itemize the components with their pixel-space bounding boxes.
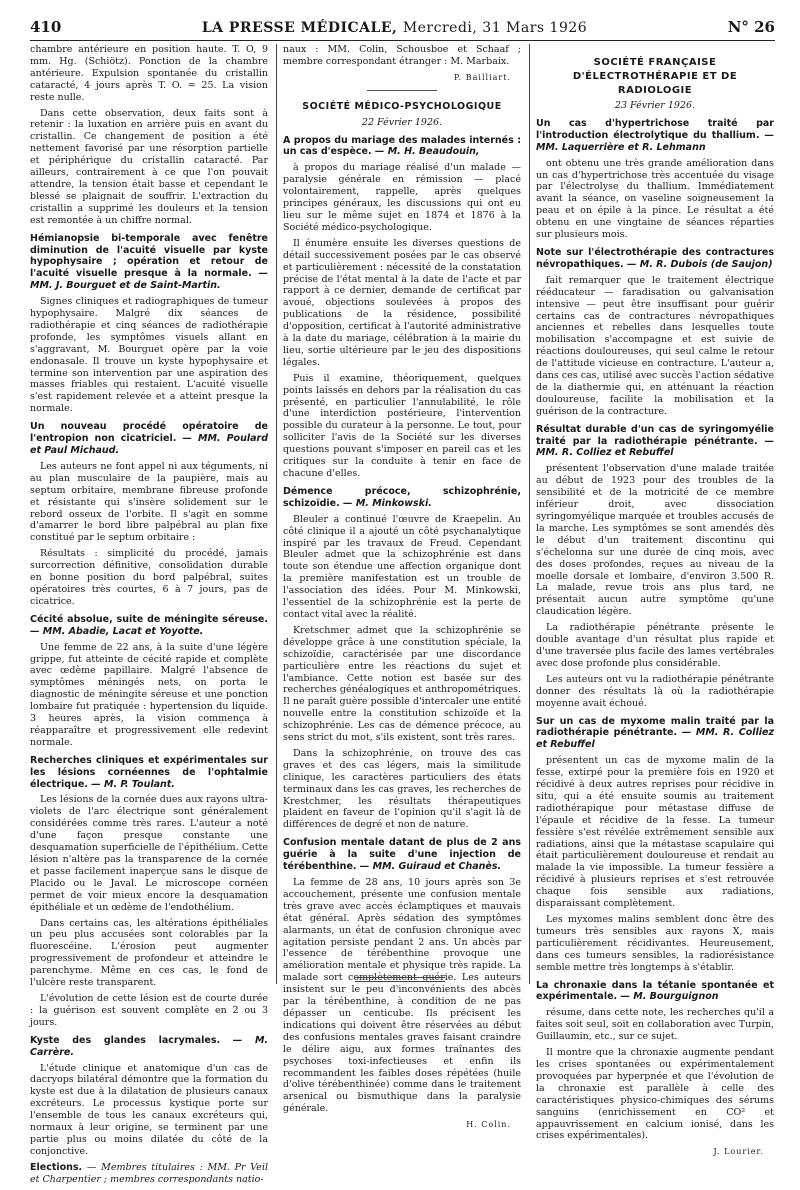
article-heading: Démence précoce, schizophrénie, schizoïdie. — M. Minkowski. [283,485,521,509]
paragraph: naux : MM. Colin, Schousboe et Schaaf ; membre correspondant étranger : M. Marbaix. [283,44,521,67]
society-title: SOCIÉTÉ MÉDICO-PSYCHOLOGIQUE [302,100,502,112]
paragraph: Kretschmer admet que la schizophrénie se développe grâce à une constitution spéciale, la schizoïdie, caractérisée par une discordance particulière entre les réactions du sujet et l'ambiance. Cette notion est basée sur des recherches généalogiques et anthropométriques. Il ne paraît guère possible d'intercaler une entité nouvelle entre la constitution schizoïde et la schizophrénie. Les cas de démence précoce, au sens strict du mot, s'ils existent, sont très rares. [283,624,521,744]
article-heading: Sur un cas de myxome malin traité par la radiothérapie pénétrante. — MM. R. Colliez et Rebuffel [536,715,774,751]
issue-number: N° 26 [727,18,775,36]
divider [367,90,437,91]
paragraph: Les auteurs ont vu la radiothérapie pénétrante donner des résultats là où la radiothérapie moyenne avait échoué. [536,673,774,709]
article-heading: Confusion mentale datant de plus de 2 ans guérie à la suite d'une injection de térébenthine. — MM. Guiraud et Chanès. [283,837,521,873]
paragraph: Les lésions de la cornée dues aux rayons ultra-violets de l'arc électrique sont généralement considérées comme très rares. L'auteur a noté d'une façon presque constante une desquamation superficielle de l'épithélium. Cette lésion n'altère pas la transparence de la cornée et passe facilement inaperçue sans le disque de Placido ou le Javal. Le microscope cornéen permet de voir mieux encore la desquamation épithéliale et un œdème de l'endothélium. [30,794,268,913]
signature: H. Colin. [466,1120,511,1130]
paragraph: Dans la schizophrénie, on trouve des cas graves et des cas légers, mais la similitude clinique, les caractères particuliers des états terminaux dans les cas graves, les recherches de Krestchmer, les résultats thérapeutiques plaident en faveur de l'opinion qu'il s'agit là de différences de degré et non de nature. [283,747,521,831]
article-heading: Kyste des glandes lacrymales. — M. Carrère. [30,1034,269,1058]
column-divider-2 [529,44,530,984]
article-heading: Cécité absolue, suite de méningite séreuse. — MM. Abadie, Lacat et Yoyotte. [30,613,268,637]
journal-name: LA PRESSE MÉDICALE, [201,20,398,36]
paragraph: L'étude clinique et anatomique d'un cas de dacryops bilatéral démontre que la formation du kyste est due à la dilatation de plusieurs canaux excréteurs. Le processus kystique porte sur l'ensemble de tous les canaux excréteurs qui, normaux à leur origine, se terminent par une partie plus ou moins dilatée du côté de la conjonctive. [30,1062,268,1157]
article-heading: Un nouveau procédé opératoire de l'entropion non cicatriciel. — MM. Poulard et Paul Michaud. [30,421,268,456]
society-title: SOCIÉTÉ FRANÇAISE D'ÉLECTROTHÉRAPIE ET DE RADIOLOGIE [572,57,738,96]
article-heading: La chronaxie dans la tétanie spontanée et expérimentale. — M. Bourguignon [536,979,774,1003]
paragraph: Les myxomes malins semblent donc être des tumeurs très sensibles aux rayons X, mais particulièrement récidivantes. Heureusement, dans ces tumeurs sensibles, la radiorésistance semble mettre très longtemps à s'établir. [536,914,774,973]
paragraph: ont obtenu une très grande amélioration dans un cas d'hypertrichose très accentuée du visage par l'électrolyse du thallium. Immédiatement avant la séance, on vaseline soigneusement la peau et on épile à la pince. Le résultat a été obtenu en une vingtaine de séances réparties sur plusieurs mois. [536,157,774,241]
paragraph: Il énumère ensuite les diverses questions de détail successivement posées par le cas observé et particulièrement : nécessité de la constatation précise de l'état mental à la date de l'acte et par rapport à ce dernier, demande de certificat par avoué, objections soulevées à propos des publications de la résidence, possibilité d'opposition, certificat à l'autorité administrative à la date du mariage, célébration à la mairie du lieu, sortie ultérieure par le jeu des dispositions légales. [283,237,521,368]
article-heading: Résultat durable d'un cas de syringomyélie traité par la radiothérapie pénétrante. — MM. R. Colliez et Rebuffel [536,423,774,459]
column-1 [30,44,268,1190]
header-rule [30,40,775,41]
issue-date: Mercredi, 31 Mars 1926 [402,20,588,36]
article-heading: Un cas d'hypertrichose traité par l'introduction électrolytique du thallium. — MM. Laquerrière et R. Lehmann [536,117,774,153]
bottom-rule [355,981,445,982]
paragraph: présentent un cas de myxome malin de la fesse, extirpé pour la première fois en 1920 et récidivé à deux autres reprises pour récidive in situ, qui a été ensuite soumis au traitement radiothérapique pour métastase diffuse de l'épaule et récidive de la fesse. La tumeur fessière s'est révélée extrêmement sensible aux radiations, ainsi que la métastase scapulaire qui était particulièrement douloureuse et rendait au malade la vie impossible. La tumeur fessière a récidivé à plusieurs reprises et s'est retrouvée chaque fois sensible aux radiations, disparaissant complètement. [536,755,774,910]
paragraph: Puis il examine, théoriquement, quelques points laissés en dehors par la réalisation du cas présenté, en particulier l'annulabilité, le rôle d'une interdiction postérieure, l'intervention possible du curateur à la personne. Le tout, pour solliciter l'avis de la Société sur les diverses questions pouvant s'imposer en pareil cas et les critiques sur la conduite à tenir en face de chacune d'elles. [283,372,521,479]
journal-title [202,20,587,36]
article-heading: A propos du mariage des malades internés : un cas d'espèce. — M. H. Beaudouin, [283,134,521,158]
paragraph: résume, dans cette note, les recherches qu'il a faites soit seul, soit en collaboration avec Turpin, Guillaumin, etc., sur ce sujet. [536,1007,774,1043]
paragraph: chambre antérieure en position haute. T. O, 9 mm. Hg. (Schiötz). Ponction de la chambre antérieure. Expulsion spontanée du cristallin cataracté, 4 jours après T. O. = 25. La vision reste nulle. [30,44,268,103]
session-date: 22 Février 1926. [361,116,443,128]
article-heading: Note sur l'électrothérapie des contractures névropathiques. — M. R. Dubois (de Saujon) [536,246,774,270]
paragraph: Signes cliniques et radiographiques de tumeur hypophysaire. Malgré dix séances de radiothérapie et cinq séances de radiothérapie profonde, les symptômes visuels allant en s'aggravant, M. Bourguet opère par la voie endonasale. Il trouve un kyste hypophysaire et termine son intervention par une aspiration des masses friables qui restaient. L'acuité visuelle s'est rapidement relevée et a atteint presque la normale. [30,296,268,415]
bottom-rule [355,977,445,978]
paragraph: La radiothérapie pénétrante présente le double avantage d'un résultat plus rapide et d'une traversée plus facile des lames vertébrales avec dose profonde plus considérable. [536,622,774,669]
paragraph: fait remarquer que le traitement électrique rééducateur — faradisation ou galvanisation intensive — peut être insuffisant pour guérir certains cas de contractures névropathiques anciennes et rebelles dans lesquelles toute mobilisation s'accompagne et est suivie de réactions douloureuses, qui seul calme le retour de l'attitude vicieuse en contracture. L'auteur a, dans ces cas, utilisé avec succès l'action sédative de la diathermie qui, en atténuant la réaction douloureuse, facilite la mobilisation et la guérison de la contracture. [536,274,774,417]
column-2 [283,44,521,1135]
paragraph: Elections. — Membres titulaires : MM. Pr Veil et Charpentier ; membres correspondants natio- [30,1161,268,1185]
signature: P. Bailliart. [453,72,511,82]
paragraph: Les auteurs ne font appel ni aux téguments, ni au plan musculaire de la paupière, mais au septum orbitaire, membrane fibreuse profonde et résistante qui s'insère solidement sur le rebord osseux de l'orbite. Il s'agit en somme d'amarrer le bord libre palpébral au plan fixe constitué par le septum orbitaire : [30,460,268,544]
paragraph: à propos du mariage réalisé d'un malade — paralysie générale en rémission — placé volontairement, rappelle, après quelques principes généraux, les discussions qui ont eu lieu sur le même sujet en 1874 et 1876 à la Société médico-psychologique. [283,162,521,233]
paragraph: L'évolution de cette lésion est de courte durée : la guérison est souvent complète en 2 ou 3 jours. [30,992,268,1028]
paragraph: Une femme de 22 ans, à la suite d'une légère grippe, fut atteinte de cécité rapide et complète avec œdème papillaire. Malgré l'absence de symptômes méningés nets, on porta le diagnostic de méningite séreuse et une ponction lombaire fut pratiquée : hypertension du liquide. 3 heures après, la vision commença à réapparaître et progressivement elle redevint normale. [30,641,268,748]
article-heading: Hémianopsie bi-temporale avec fenêtre diminution de l'acuité visuelle par kyste hypophysaire ; opération et retour de l'acuité visuelle presque à la normale. — MM. J. Bourguet et de Saint-Martin. [30,232,268,292]
article-heading: Recherches cliniques et expérimentales sur les lésions cornéennes de l'ophtalmie électrique. — M. P. Toulant. [30,754,268,790]
page-header [30,18,775,40]
paragraph: Résultats : simplicité du procédé, jamais surcorrection définitive, consolidation durable en bonne position du bord palpébral, suites opératoires très courtes, 6 à 7 jours, pas de cicatrice. [30,548,268,607]
page-number: 410 [30,18,62,36]
column-divider-1 [276,44,277,984]
paragraph: Dans certains cas, les altérations épithéliales un peu plus accusées sont colorables par la fluorescéine. L'érosion peut augmenter progressivement de profondeur et atteindre le parenchyme. Même en ces cas, le fond de l'ulcère reste transparent. [30,917,268,989]
paragraph: La femme de 28 ans, 10 jours après son 3e accouchement, présente une confusion mentale très grave avec accès éclamptiques et mauvais état général. Après sédation des symptômes alarmants, un état de confusion chronique avec agitation persiste pendant 2 ans. Un abcès par l'essence de térébenthine provoque une amélioration mentale et physique très rapide. La malade sort complètement guérie. Les auteurs insistent sur le peu d'inconvénients des abcès par la térébenthine, à condition de ne pas dépasser un centicube. Ils précisent les indications qui doivent être réservées au début des confusions mentales graves faisant craindre le délire aigu, aux formes traînantes des psychoses toxi-infectieuses et enfin ils recommandent les faibles doses répétées (huile d'olive térébenthinée) comme dans le traitement arsenical ou bismuthique dans la paralysie générale. [283,877,521,1115]
paragraph: présentent l'observation d'une malade traitée au début de 1923 pour des troubles de la sensibilité et de la motricité de ce membre inférieur droit, avec dissociation syringomyélique marquée et troubles accusés de la marche. Les symptômes se sont amendés dès le début d'un traitement discontinu qui s'échelonna sur une durée de cinq mois, avec des doses profondes, reçues au niveau de la moelle dorsale et lombaire, d'environ 3.500 R. La malade, revue trois ans plus tard, ne présentait aucun autre symptôme qu'une claudication légère. [536,463,774,618]
session-date: 23 Février 1926. [614,100,696,111]
paragraph: Dans cette observation, deux faits sont à retenir : la luxation en arrière puis en avant du cristallin. Ce changement de position a été nettement favorisé par une résorption partielle et périphérique du cristallin cataracté. Par ailleurs, contrairement à ce que l'on pouvait attendre, la tension était basse et cependant le blessé se plaignait de souffrir. L'extraction du cristallin a supprimé les douleurs et la tension est remontée à un chiffre normal. [30,107,268,226]
signature: J. Lourier. [713,1147,764,1157]
column-3 [536,44,774,1162]
paragraph: Bleuler a continué l'œuvre de Kraepelin. Au côté clinique il a ajouté un côté psychanalytique inspiré par les travaux de Freud. Cependant Bleuler admet que la schizophrénie est dans toute son étendue une affection organique dont la première manifestation est un trouble de l'association des idées. Pour M. Minkowski, l'essentiel de la schizophrénie est la perte de contact vital avec la réalité. [283,513,521,620]
paragraph: Il montre que la chronaxie augmente pendant les crises spontanées ou expérimentalement provoquées par hyperpnée et que l'évolution de la chronaxie est parallèle à celle des caractéristiques physico-chimiques des sérums sanguins (enrichissement en CO² et appauvrissement en calcium ionisé, dans les crises expérimentales). [536,1047,774,1142]
